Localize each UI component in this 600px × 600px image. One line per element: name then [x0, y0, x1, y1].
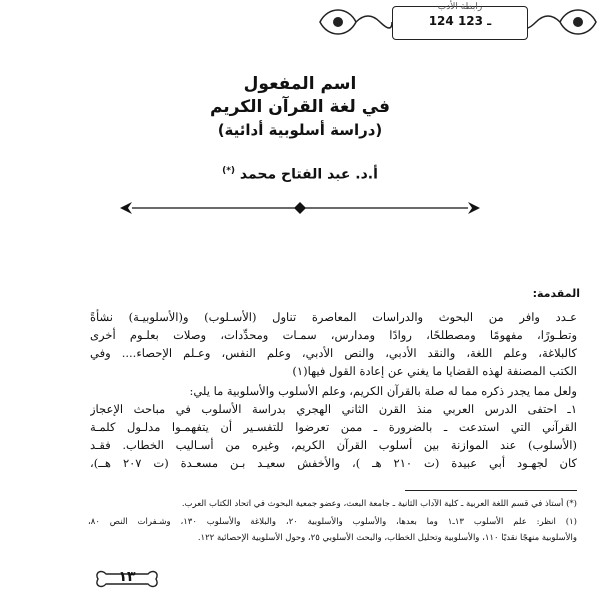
body-line: القرآني التي استدعت ـ بالضرورة ـ ممن تعرضوا للتفسـير أن يتفهمـوا مدلـول كلمـة: [90, 420, 577, 434]
footnote-1: [88, 498, 577, 510]
title-line-3: (دراسة أسلوبية أدائية): [217, 121, 383, 139]
body-line: ولعل مما يجدر ذكره مما له صلة بالقرآن الكريم، وعلم الأسلوب والأسلوبية ما يلي:: [189, 384, 577, 398]
issue-number: 124 ـ 123: [428, 14, 492, 28]
footnote-2: [88, 516, 577, 528]
title-line-2: في لغة القرآن الكريم: [209, 97, 391, 117]
title-line-1: اسم المفعول: [243, 74, 357, 94]
body-line: (الأسلوب) عند الموازنة بين أسلوب القرآن الكريم، وغيره من أسـاليب الخطاب. فقـد: [90, 438, 577, 452]
author: [200, 166, 400, 183]
footnote-2-mark: (١): [565, 517, 577, 527]
body-line: وتطـورًا، مفهومًا ومصطلحًا، روادًا ومدارس، سمـات ومحدِّدات، وصلات بعلـوم أخرى: [90, 328, 577, 342]
page-number: ١٣: [118, 569, 136, 585]
footnote-rule: [405, 490, 577, 491]
body-line: كان لجهـود أبي عبيدة (ت ٢١٠ هـ )، والأخفش سعيـد بـن مسعـدة (ت ٢٠٧ هــ)،: [90, 456, 577, 470]
author-footnote-mark: (*): [222, 166, 236, 176]
footnote-1-mark: (*): [566, 499, 577, 509]
header-top-label: رابطة الأدب: [437, 2, 483, 12]
footnote-2-continued: والأسلوبية منهجًا نقديًا ١١٠، والأسلوبية وتحليل الخطاب، والبحث الأسلوبي ٢٥، وحول الأسلوبية الإحصائية ١٢٢.: [197, 533, 577, 543]
footnote-1-text: أستاذ في قسم اللغة العربية ـ كلية الآداب الثانية ـ جامعة البعث، وعضو جمعية البحوث في اتحاد الكتاب العرب.: [181, 499, 564, 509]
body-line: الكتب المصنفة لهذه القضايا ما يغني عن إعادة القول فيها(١): [292, 364, 577, 378]
body-line: كالبلاغة، وعلم اللغة، والنقد الأدبي، والنص الأدبي، وعلم النفس، وعـلم الإحصاء.... وفي: [90, 346, 577, 360]
body-line: ١ـ احتفى الدرس العربي منذ القرن الثاني الهجري بدراسة الأسلوب في مباحث الإعجاز: [90, 402, 577, 416]
ornamental-divider: [118, 198, 482, 218]
intro-heading: المقدمة:: [532, 287, 580, 300]
body-line: عـدد وافر من البحوث والدراسات المعاصرة تناول (الأسـلوب) و(الأسلوبيـة) نشأةً: [90, 310, 577, 324]
author-name: أ.د. عبد الفتاح محمد: [239, 166, 378, 183]
footnote-2-text: انظر: علم الأسلوب ١٣ـ١ وما بعدها، والأسلوب والأسلوبية ٢٠، والبلاغة والأسلوب ١٣٠، وشـفرات النص ٨٠،: [88, 517, 556, 527]
